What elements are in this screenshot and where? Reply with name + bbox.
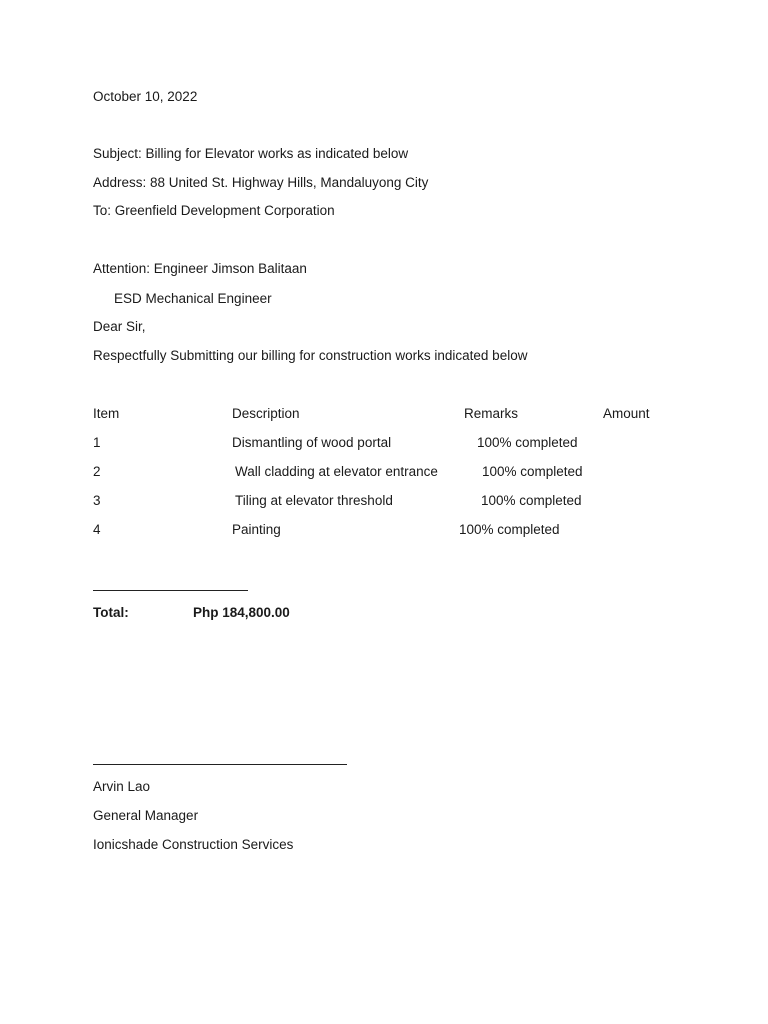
total-label: Total:: [93, 605, 129, 620]
signature-line: [93, 764, 347, 765]
row-description: Painting: [232, 522, 281, 537]
row-remarks: 100% completed: [459, 522, 560, 537]
row-description: Wall cladding at elevator entrance: [235, 464, 438, 479]
row-remarks: 100% completed: [477, 435, 578, 450]
total-amount: Php 184,800.00: [193, 605, 290, 620]
signatory-title: General Manager: [93, 808, 199, 823]
signatory-company: Ionicshade Construction Services: [93, 837, 294, 852]
row-item-number: 1: [93, 435, 101, 450]
table-header-description: Description: [232, 406, 300, 421]
letter-address: Address: 88 United St. Highway Hills, Mandaluyong City: [93, 175, 429, 190]
row-item-number: 2: [93, 464, 101, 479]
letter-attention: Attention: Engineer Jimson Balitaan: [93, 261, 307, 276]
table-header-remarks: Remarks: [464, 406, 519, 421]
row-item-number: 4: [93, 522, 101, 537]
row-description: Tiling at elevator threshold: [235, 493, 393, 508]
letter-salutation: Dear Sir,: [93, 319, 146, 334]
signatory-name: Arvin Lao: [93, 779, 151, 794]
row-remarks: 100% completed: [481, 493, 582, 508]
table-header-item: Item: [93, 406, 120, 421]
total-divider: [93, 590, 248, 591]
letter-subject: Subject: Billing for Elevator works as indicated below: [93, 146, 409, 161]
letter-date: October 10, 2022: [93, 89, 198, 104]
row-description: Dismantling of wood portal: [232, 435, 392, 450]
letter-recipient: To: Greenfield Development Corporation: [93, 203, 335, 218]
letter-intro: Respectfully Submitting our billing for construction works indicated below: [93, 348, 528, 363]
letter-attention-title: ESD Mechanical Engineer: [114, 291, 272, 306]
table-header-amount: Amount: [603, 406, 650, 421]
row-item-number: 3: [93, 493, 101, 508]
row-remarks: 100% completed: [482, 464, 583, 479]
